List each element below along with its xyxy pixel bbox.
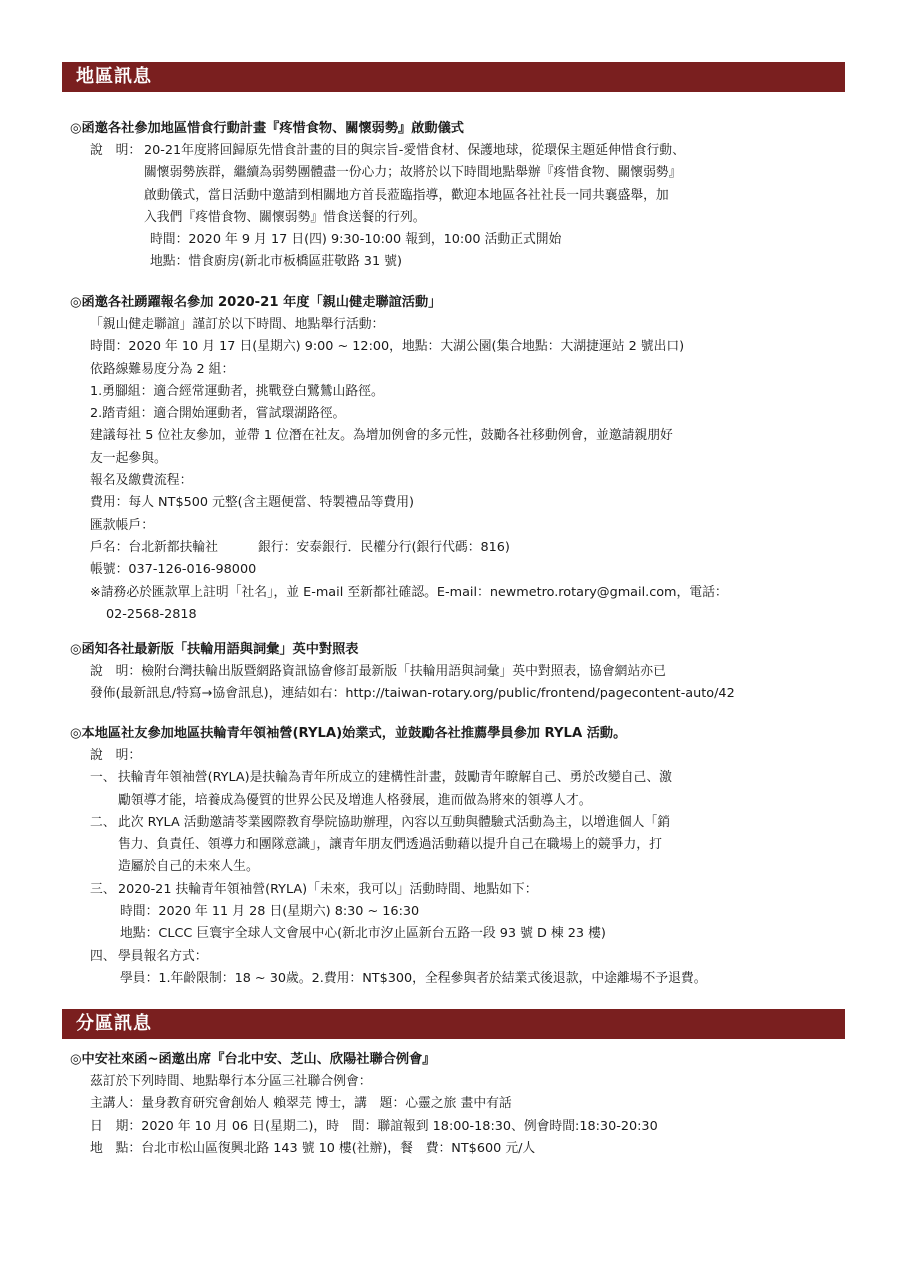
district-news-header: 地區訊息 (62, 62, 845, 92)
body-line: 建議每社 5 位社友參加，並帶 1 位潛在社友。為增加例會的多元性，鼓勵各社移動例會，並邀請親朋好 (90, 428, 673, 444)
body-line: 地 點：台北市松山區復興北路 143 號 10 樓(社辦)，餐 費：NT$600 元/人 (90, 1140, 536, 1156)
body-line: 1.勇腳組：適合經常運動者，挑戰登白鷺鷥山路徑。 (90, 383, 384, 399)
item-number: 二、 (90, 814, 116, 830)
account-number: 帳號：037-126-016-98000 (90, 562, 257, 578)
body-line: 費用：每人 NT$500 元整(含主題便當、特製禮品等費用) (90, 495, 415, 511)
bank-info: 銀行：安泰銀行．民權分行(銀行代碼：816) (257, 539, 510, 555)
section-title: ◎函邀各社參加地區惜食行動計畫『疼惜食物、關懷弱勢』啟動儀式 (70, 121, 464, 136)
body-line: 2.踏青組：適合開始運動者，嘗試環湖路徑。 (90, 406, 346, 422)
section-rotary-glossary (70, 638, 845, 706)
body-line: 友一起參與。 (90, 450, 167, 466)
description-label: 說 明： (90, 143, 142, 158)
description-line: 說 明：檢附台灣扶輪出版暨網路資訊協會修訂最新版「扶輪用語與詞彙」英中對照表，協會網站亦已 (90, 664, 666, 679)
event-place: 地點：CLCC 巨寰宇全球人文會展中心(新北市汐止區新台五路一段 93 號 D 棟 23 樓) (120, 926, 606, 942)
section-title: ◎函邀各社踴躍報名參加 2020-21 年度「親山健走聯誼活動」 (70, 295, 442, 310)
section-hiking-event (70, 291, 845, 626)
section-title: ◎中安社來函~函邀出席『台北中安、芝山、欣陽社聯合例會』 (70, 1052, 436, 1067)
glossary-link-line: 發佈(最新訊息/特寫→協會訊息)，連結如右：http://taiwan-rotary.org/public/frontend/pagecontent-auto/42 (90, 686, 735, 702)
item-line: 造屬於自己的未來人生。 (118, 859, 259, 875)
subdistrict-news-header: 分區訊息 (62, 1009, 845, 1039)
body-line: 茲訂於下列時間、地點舉行本分區三社聯合例會： (90, 1074, 372, 1089)
phone-number: 02-2568-2818 (106, 606, 197, 622)
item-number: 三、 (90, 881, 116, 897)
item-line: 2020-21 扶輪青年領袖營(RYLA)「未來，我可以」活動時間、地點如下： (118, 881, 538, 897)
body-line: 依路線難易度分為 2 組： (90, 361, 235, 377)
description-line: 啟動儀式，當日活動中邀請到相關地方首長蒞臨指導，歡迎本地區各社社長一同共襄盛舉，加 (144, 187, 669, 203)
description-line: 20-21年度將回歸原先惜食計畫的目的與宗旨-愛惜食材、保護地球，從環保主題延伸惜食行動、 (144, 143, 685, 158)
item-line: 此次 RYLA 活動邀請苓業國際教育學院協助辦理，內容以互動與體驗式活動為主，以增進個人「銷 (118, 814, 671, 830)
item-line: 售力、負責任、領導力和團隊意識」，讓青年朋友們透過活動藉以提升自己在職場上的競爭力，打 (118, 837, 662, 853)
event-place: 地點：惜食廚房(新北市板橋區莊敬路 31 號) (150, 254, 402, 270)
description-line: 關懷弱勢族群，繼續為弱勢團體盡一份心力；故將於以下時間地點舉辦『疼惜食物、關懷弱勢』 (144, 165, 682, 181)
registration-detail: 學員：1.年齡限制：18 ~ 30歲。2.費用：NT$300，全程參與者於結業式後退款，中途離場不予退費。 (120, 970, 707, 986)
section-ryla (70, 722, 845, 990)
body-line: 「親山健走聯誼」謹訂於以下時間、地點舉行活動： (90, 317, 385, 332)
account-name: 戶名：台北新都扶輪社 (90, 539, 218, 555)
event-time: 時間：2020 年 9 月 17 日(四) 9:30-10:00 報到，10:00 活動正式開始 (150, 232, 562, 248)
body-line: 日 期：2020 年 10 月 06 日(星期二)，時 間：聯誼報到 18:00-18:30、例會時間:18:30-20:30 (90, 1118, 658, 1134)
item-line: 勵領導才能，培養成為優質的世界公民及增進人格發展，進而做為將來的領導人才。 (118, 792, 592, 808)
body-line: 報名及繳費流程： (90, 473, 193, 489)
item-line: 扶輪青年領袖營(RYLA)是扶輪為青年所成立的建構性計畫，鼓勵青年瞭解自己、勇於改變自己、激 (118, 770, 672, 786)
body-line: 時間：2020 年 10 月 17 日(星期六) 9:00 ~ 12:00，地點：大湖公園(集合地點：大湖捷運站 2 號出口) (90, 339, 685, 355)
section-joint-meeting (70, 1048, 845, 1160)
section-title: ◎本地區社友參加地區扶輪青年領袖營(RYLA)始業式，並鼓勵各社推薦學員參加 RYLA 活動。 (70, 726, 627, 741)
item-number: 四、 (90, 948, 116, 964)
item-line: 學員報名方式： (118, 948, 208, 964)
section-title: ◎函知各社最新版「扶輪用語與詞彙」英中對照表 (70, 642, 359, 657)
item-number: 一、 (90, 770, 116, 786)
event-time: 時間：2020 年 11 月 28 日(星期六) 8:30 ~ 16:30 (120, 904, 420, 920)
description-label: 說 明： (90, 748, 142, 763)
body-line: 主講人：量身教育研究會創始人 賴翠芫 博士，講 題：心靈之旅 畫中有話 (90, 1096, 512, 1112)
body-line: 匯款帳戶： (90, 517, 154, 533)
description-line: 入我們『疼惜食物、關懷弱勢』惜食送餐的行列。 (144, 209, 426, 225)
note-line: ※請務必於匯款單上註明「社名」，並 E-mail 至新都社確認。E-mail：newmetro.rotary@gmail.com，電話： (90, 584, 728, 600)
section-food-program (70, 117, 845, 274)
